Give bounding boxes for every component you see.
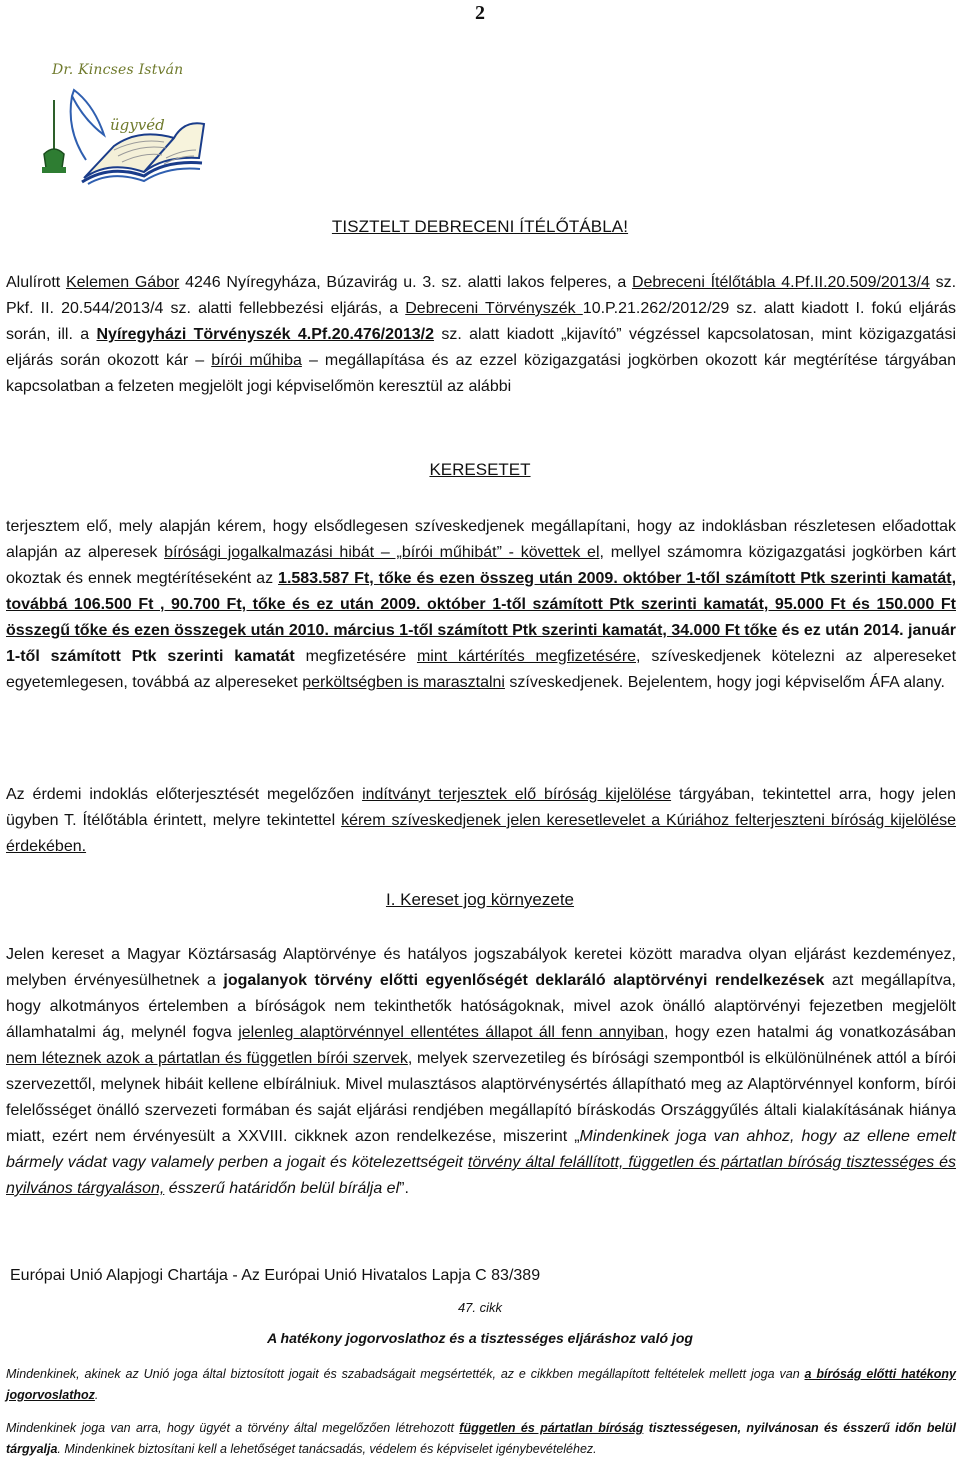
- highlight-term: törvény által felállított, független és pártatlan bíróság tisztességes és nyilvános tárgyaláson,: [6, 1154, 957, 1197]
- source-reference: Európai Unió Alapjogi Chartája - Az Európai Unió Hivatalos Lapja C 83/389: [10, 1267, 541, 1284]
- highlight-term: bírósági jogalkalmazási hibát – „bírói műhibát” - követtek el: [164, 544, 600, 561]
- plaintiff-name: Kelemen Gábor: [65, 274, 180, 291]
- p4-text: , melyek szervezetileg és bírósági szempontból is elkülönülnének attól a bírói szervezettől, melynek hibáit kellene elbírálniuk. Mivel mulasztásos alaptörvénysértés állapítható meg az Alaptörvénnyel konform, bírói felelősséget önálló szervezeti formában és saját eljárási rendjében megállapító bíráskodás Országgyűlés általi kialakításának hiánya miatt, ezért nem érvényesült a XXVIII. cikknek azon rendelkezése, miszerint „: [6, 1050, 956, 1145]
- page-number: 2: [475, 2, 485, 24]
- p4-text: azt megállapítva, hogy alkotmányos értelemben a bíróságok nem tekinthetők hatóságoknak, mivel azok önálló alaptörvényi fejezetben megjelölt államhatalmi ág, melynél fogva: [6, 972, 956, 1041]
- p1-text: Alulírott: [6, 274, 66, 291]
- highlight-term: nem léteznek azok a pártatlan és független bírói szervek: [6, 1050, 408, 1067]
- claim-amounts: és ez után 2014. január 1-től számított Ptk szerinti kamatát: [6, 622, 957, 665]
- legal-context-paragraph: [6, 942, 956, 1202]
- p4-text: Jelen kereset a Magyar Köztársaság Alaptörvénye és hatályos jogszabályok keretei között maradva olyan eljárást kezdeményez, melyben érvényesülhetnek a: [6, 946, 956, 989]
- p3-text: Az érdemi indoklás előterjesztését megelőzően: [6, 786, 363, 803]
- p2-text: szíveskedjenek. Bejelentem, hogy jogi képviselőm ÁFA alany.: [504, 674, 945, 691]
- q1-text: Mindenkinek, akinek az Unió joga által biztosított jogait és szabadságait megsértették, az e cikkben megállapított feltételek mellett joga van: [6, 1367, 805, 1381]
- p1-text: sz. alatt kiadott „kijavító” végzéssel kapcsolatosan, mint közigazgatási eljárás során okozott kár –: [6, 326, 957, 369]
- highlight-term: jelenleg alaptörvénnyel ellentétes állapot áll fenn annyiban: [238, 1024, 664, 1041]
- quoted-text: Mindenkinek joga van ahhoz, hogy az ellene emelt bármely vádat vagy valamely perben a jogait és kötelezettségeit: [6, 1128, 957, 1171]
- law-office-logo: [14, 60, 219, 195]
- highlight-term: perköltségben is marasztalni: [302, 674, 505, 691]
- p3-text: tárgyában, tekintettel arra, hogy jelen ügyben T. Ítélőtábla érintett, melyre tekintettel: [6, 786, 957, 829]
- p1-text: 4246 Nyíregyháza, Búzavirág u. 3. sz. alatti lakos felperes, a: [179, 274, 632, 291]
- p1-text: – megállapítása és az ezzel közigazgatási jogkörben okozott kár megtérítése tárgyában kapcsolatban a felzeten megjelölt jogi képviselőmön keresztül az alábbi: [6, 352, 956, 395]
- p2-text: szíveskedjenek kötelezni az alpereseket egyetemlegesen, továbbá az alpereseket: [6, 648, 957, 691]
- document-title: TISZTELT DEBRECENI ÍTÉLŐTÁBLA!: [331, 217, 629, 236]
- highlight-term: tisztességesen, nyilvánosan és ésszerű időn belül tárgyalja: [6, 1421, 956, 1456]
- highlight-term: a bíróság előtti hatékony jogorvoslathoz: [6, 1367, 956, 1402]
- article-number: 47. cikk: [457, 1300, 503, 1315]
- highlight-term: kérem szíveskedjenek jelen keresetlevelet a Kúriához felterjeszteni bíróság kijelölése érdekében.: [6, 812, 957, 855]
- q1-text: .: [94, 1388, 99, 1402]
- logo-role: ügyvéd: [110, 116, 165, 134]
- p1-text: 10.P.21.262/2012/29 sz. alatt kiadott I. fokú eljárás során, ill. a: [6, 300, 957, 343]
- charter-quote-1: [6, 1364, 956, 1406]
- charter-quote-2: [6, 1418, 956, 1460]
- section-heading-1: I. Kereset jog környezete: [385, 890, 575, 909]
- q2-text: . Mindenkinek biztosítani kell a lehetőséget tanácsadás, védelem és képviselet igénybevételéhez.: [57, 1442, 597, 1456]
- q2-text: Mindenkinek joga van arra, hogy ügyét a törvény által megelőzően létrehozott: [6, 1421, 460, 1435]
- p4-text: ”.: [399, 1180, 409, 1197]
- claim-amounts: 1.583.587 Ft, tőke és ezen összeg után 2009. október 1-től számított Ptk szerinti kamatát, továbbá 106.500 Ft , 90.700 Ft, tőke és ez után 2009. október 1-től számított Ptk szerinti kamatát, 95.000 Ft és 150.000 Ft összegű tőke és ezen összegek után 2010. március 1-től számított Ptk szerinti kamatát, 34.000 Ft tőke: [6, 570, 957, 639]
- p2-text: , mellyel számomra közigazgatási jogkörben kárt okoztak és ennek megtérítéseként az: [6, 544, 957, 587]
- article-title: A hatékony jogorvoslathoz és a tisztességes eljáráshoz való jog: [267, 1330, 693, 1346]
- highlight-term: mint kártérítés megfizetésére,: [416, 648, 641, 665]
- court-reference: Debreceni Törvényszék: [405, 300, 583, 317]
- intro-paragraph: [6, 270, 956, 400]
- p1-text: sz. Pkf. II. 20.544/2013/4 sz. alatti fellebbezési eljárás, a: [6, 274, 957, 317]
- highlight-term: jogalanyok törvény előtti egyenlőségét deklaráló alaptörvényi rendelkezések: [223, 972, 825, 989]
- highlight-term: bírói műhiba: [211, 352, 302, 369]
- p2-text: megfizetésére: [294, 648, 417, 665]
- p2-text: terjesztem elő, mely alapján kérem, hogy elsődlegesen szíveskedjenek megállapítani, hogy az indoklásban részletesen előadottak alapján az alperesek: [6, 518, 956, 561]
- p4-text: , hogy ezen hatalmi ág vonatkozásában: [663, 1024, 957, 1041]
- motion-paragraph: [6, 782, 956, 860]
- court-reference: Nyíregyházi Törvényszék 4.Pf.20.476/2013/2: [96, 326, 435, 343]
- claim-paragraph: [6, 514, 956, 696]
- section-heading-keresetet: KERESETET: [429, 460, 531, 479]
- quoted-text: ésszerű határidőn belül bírálja el: [164, 1180, 400, 1197]
- logo-name: Dr. Kincses István: [52, 62, 184, 78]
- case-reference: Debreceni Ítélőtábla 4.Pf.II.20.509/2013/4: [631, 274, 930, 291]
- highlight-term: indítványt terjesztek elő bíróság kijelölése: [362, 786, 672, 803]
- highlight-term: független és pártatlan bíróság: [459, 1421, 644, 1435]
